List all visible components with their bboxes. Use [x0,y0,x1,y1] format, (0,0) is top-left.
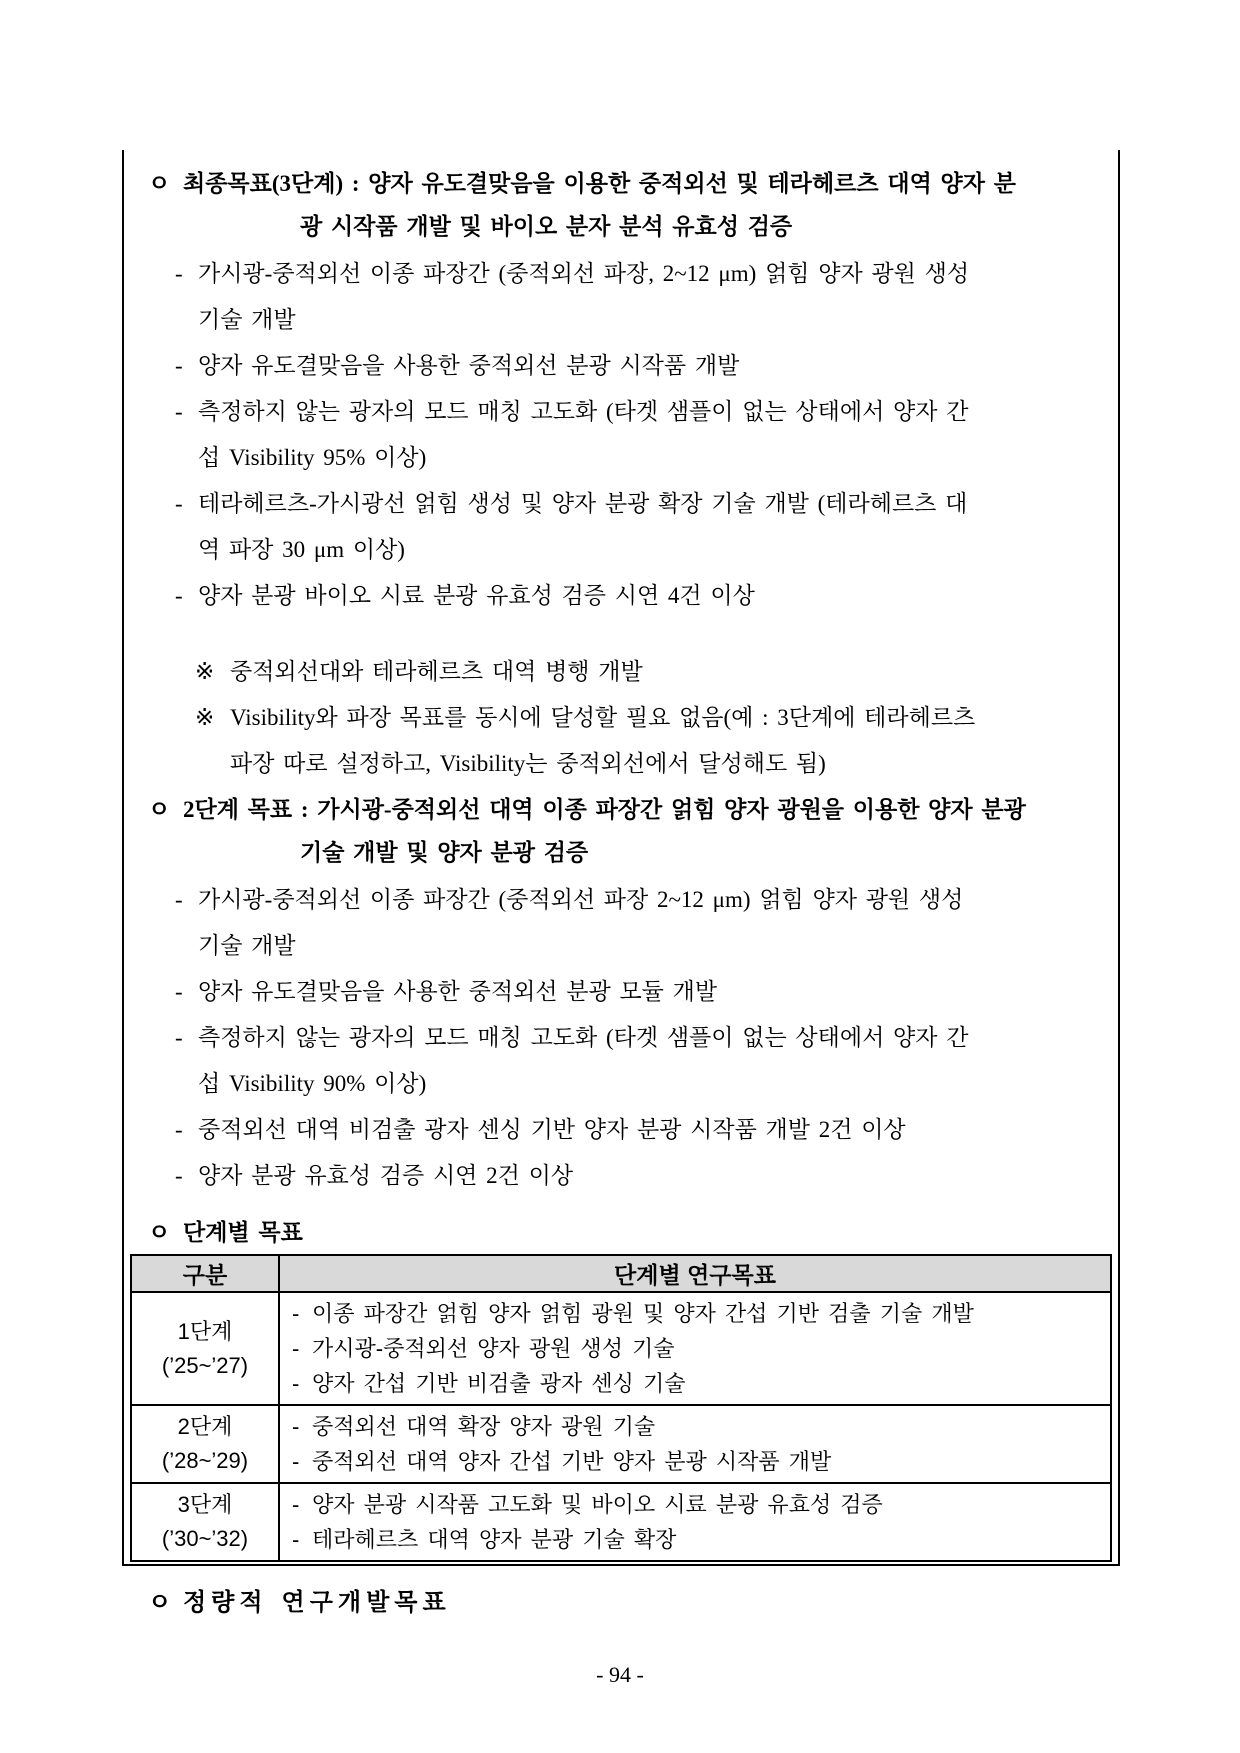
bullet-continuation: 기술 개발 [198,307,296,332]
dash-marker: - [292,1492,300,1517]
final-goal-title-line2: 광 시작품 개발 및 바이오 분자 분석 유효성 검증 [300,214,793,239]
bullet-line [148,573,1112,619]
table-header-category: 구분 [131,1255,279,1292]
dash-marker: - [175,353,183,378]
stage-table-heading: 단계별 목표 [183,1220,303,1245]
objective-item [292,1366,1102,1401]
table-row [131,1292,1111,1405]
final-goal-bullets [148,251,1112,619]
stage-label: 1단계 [177,1318,233,1344]
bullet-text: 양자 유도결맞음을 사용한 중적외선 분광 모듈 개발 [198,979,718,1004]
bullet-continuation: 섭 Visibility 90% 이상) [198,1071,427,1096]
stage-period: (’28~’29) [161,1448,249,1473]
dash-marker: - [175,979,183,1004]
objective-item [292,1331,1102,1366]
dash-marker: - [175,583,183,608]
table-header-objectives: 단계별 연구목표 [279,1255,1111,1292]
section-bullet: ㅇ [148,797,171,822]
bullet-line [148,343,1112,389]
note-marker: ※ [195,659,215,684]
stage-table-header-row [131,1255,1111,1292]
objective-item [292,1296,1102,1331]
stage2-title-line2: 기술 개발 및 양자 분광 검증 [300,840,589,865]
objective-text: 중적외선 대역 양자 간섭 기반 양자 분광 시작품 개발 [312,1449,832,1474]
stage-label: 2단계 [177,1414,233,1439]
objective-item [292,1487,1102,1522]
objective-text: 중적외선 대역 확장 양자 광원 기술 [312,1414,656,1439]
stage2-title-line1-row [148,788,1112,831]
bullet-text: 양자 분광 바이오 시료 분광 유효성 검증 시연 4건 이상 [198,583,755,608]
bullet-line [148,1107,1112,1153]
bullet-continuation: 기술 개발 [198,933,296,958]
bullet-line [148,969,1112,1015]
section-bullet: ㅇ [148,171,171,196]
bullet-text: 측정하지 않는 광자의 모드 매칭 고도화 (타겟 샘플이 없는 상태에서 양자 간 [198,399,969,424]
stage2-goal-section [148,788,1112,1199]
bullet-text: 측정하지 않는 광자의 모드 매칭 고도화 (타겟 샘플이 없는 상태에서 양자 간 [198,1025,969,1050]
dash-marker: - [175,1025,183,1050]
dash-marker: - [175,1117,183,1142]
content-box [122,150,1120,1616]
stage-period: (’25~’27) [161,1352,249,1378]
note-text: Visibility와 파장 목표를 동시에 달성할 필요 없음(예 : 3단계에 테라헤르츠 [230,705,976,730]
objective-item [292,1409,1102,1444]
bullet-line [148,251,1112,297]
objective-item [292,1444,1102,1479]
dash-marker: - [292,1301,300,1326]
dash-marker: - [292,1449,300,1474]
bullet-line [148,1153,1112,1199]
stage2-title-line1: 2단계 목표 : 가시광-중적외선 대역 이종 파장간 얽힘 양자 광원을 이용한 양자 분광 [183,797,1026,822]
stage-table-heading-row [148,1213,1112,1253]
final-goal-notes [148,649,1112,787]
dash-marker: - [292,1371,300,1396]
stage2-bullets [148,877,1112,1199]
dash-marker: - [175,491,183,516]
objectives-cell [279,1483,1111,1561]
stage-label: 3단계 [177,1492,233,1517]
note-line [148,649,1112,695]
stage-cell [131,1483,279,1561]
objectives-cell [279,1292,1111,1405]
bullet-text: 양자 유도결맞음을 사용한 중적외선 분광 시작품 개발 [198,353,740,378]
dash-marker: - [175,399,183,424]
objectives-cell [279,1405,1111,1483]
objective-text: 테라헤르츠 대역 양자 분광 기술 확장 [312,1527,677,1552]
stage-cell [131,1292,279,1405]
bullet-continuation: 섭 Visibility 95% 이상) [198,445,427,470]
quantitative-goal-heading-row [148,1588,1112,1618]
bullet-continuation: 역 파장 30 μm 이상) [198,537,405,562]
objective-text: 양자 분광 시작품 고도화 및 바이오 시료 분광 유효성 검증 [312,1492,883,1517]
dash-marker: - [175,887,183,912]
dash-marker: - [175,261,183,286]
bullet-line [148,877,1112,923]
bullet-text: 가시광-중적외선 이종 파장간 (중적외선 파장, 2~12 μm) 얽힘 양자 광원 생성 [198,261,970,286]
objective-text: 이종 파장간 얽힘 양자 얽힘 광원 및 양자 간섭 기반 검출 기술 개발 [312,1301,974,1326]
final-goal-title-line1-row [148,162,1112,205]
objective-text: 가시광-중적외선 양자 광원 생성 기술 [312,1336,675,1361]
stage-table [130,1254,1112,1562]
note-text: 중적외선대와 테라헤르츠 대역 병행 개발 [230,659,643,684]
dash-marker: - [292,1527,300,1552]
note-marker: ※ [195,705,215,730]
section-bullet: ㅇ [148,1590,172,1616]
final-goal-title-line1: 최종목표(3단계) : 양자 유도결맞음을 이용한 중적외선 및 테라헤르츠 대역 양자 분 [183,171,1016,196]
bullet-text: 가시광-중적외선 이종 파장간 (중적외선 파장 2~12 μm) 얽힘 양자 광원 생성 [198,887,964,912]
bullet-line [148,389,1112,435]
section-bullet: ㅇ [148,1220,171,1245]
bullet-text: 중적외선 대역 비검출 광자 센싱 기반 양자 분광 시작품 개발 2건 이상 [198,1117,906,1142]
note-continuation: 파장 따로 설정하고, Visibility는 중적외선에서 달성해도 됨) [230,751,826,776]
page-number: - 94 - [596,1662,644,1687]
stage-period: (’30~’32) [161,1526,249,1551]
bullet-line [148,481,1112,527]
objective-text: 양자 간섭 기반 비검출 광자 센싱 기술 [312,1371,686,1396]
bullet-text: 테라헤르츠-가시광선 얽힘 생성 및 양자 분광 확장 기술 개발 (테라헤르츠 대 [198,491,968,516]
bullet-line [148,1015,1112,1061]
table-row [131,1483,1111,1561]
table-row [131,1405,1111,1483]
note-line [148,695,1112,741]
stage-cell [131,1405,279,1483]
bullet-text: 양자 분광 유효성 검증 시연 2건 이상 [198,1163,574,1188]
dash-marker: - [175,1163,183,1188]
quantitative-goal-heading: 정량적 연구개발목표 [183,1590,451,1616]
dash-marker: - [292,1414,300,1439]
objective-item [292,1522,1102,1557]
dash-marker: - [292,1336,300,1361]
final-goal-section [148,162,1112,787]
